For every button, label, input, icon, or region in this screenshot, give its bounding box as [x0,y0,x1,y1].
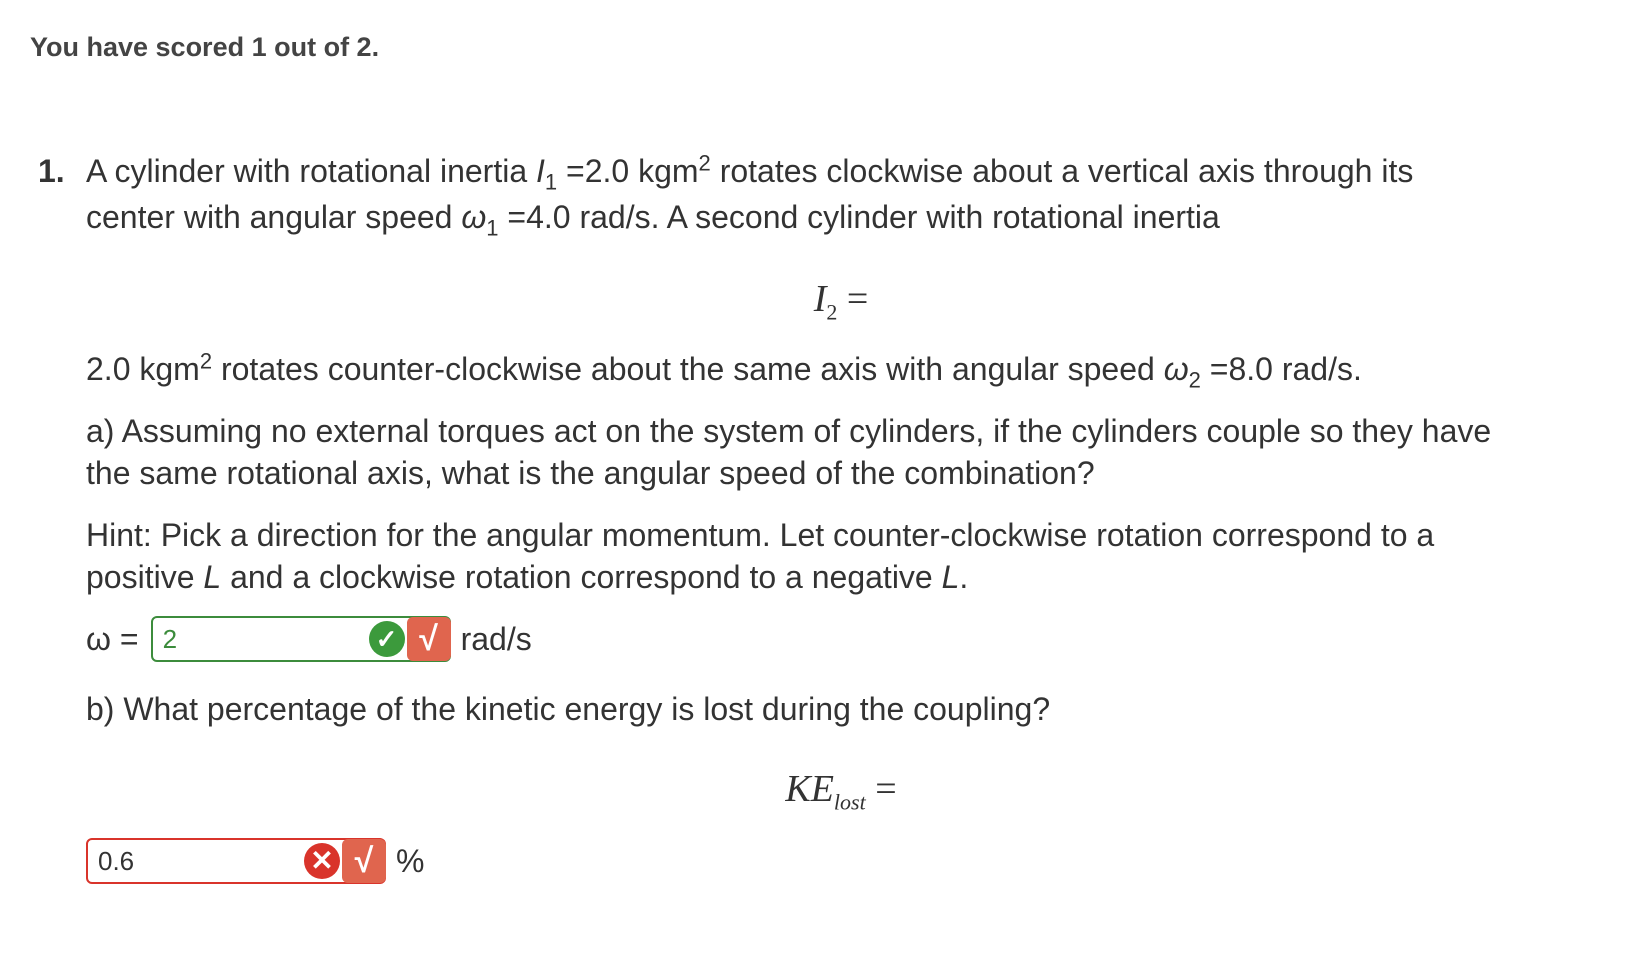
part-b-prompt: b) What percentage of the kinetic energy is lost during the coupling? [86,691,1051,727]
answer-b-input[interactable] [86,838,386,884]
omega-label: ω = [86,621,139,657]
question-body [86,148,1596,240]
sqrt-icon[interactable]: √ [342,839,386,883]
answer-b-unit: % [396,843,425,879]
ke-lost-equation: $KE_{lost}$ = [785,768,897,815]
answer-b-row [86,838,424,884]
answer-b-value: 0.6 [98,846,135,876]
check-circle-icon: ✓ [369,621,405,657]
question-number: 1. [38,153,65,189]
part-a-prompt: a) Assuming no external torques act on the system of cylinders, if the cylinders couple so they have the same rotational axis, what is the angular speed of the combination? [86,413,1492,491]
question-line-2: center with angular speed $\omega_1 =4.0$ rad/s. A second cylinder with rotational inertia [86,199,1220,241]
i2-equation: $I_2$ = [813,278,869,325]
answer-a-row [86,616,532,662]
sqrt-icon[interactable]: √ [407,617,451,661]
answer-a-input[interactable] [151,616,451,662]
x-circle-icon: ✕ [304,843,340,879]
question-line-3: 2.0 kgm$^2$ rotates counter-clockwise about the same axis with angular speed $\omega_2 =8.0$ rad/s. [86,348,1362,393]
question-line-1: A cylinder with rotational inertia $I_1 =2.0$ kgm$^2$ rotates clockwise about a vertical axis through its [86,150,1414,195]
score-summary: You have scored 1 out of 2. [30,32,380,62]
answer-a-value: 2 [162,624,178,654]
hint-text: Hint: Pick a direction for the angular momentum. Let counter-clockwise rotation correspond to a positive L and a clockwise rotation correspond to a negative L. [86,517,1435,595]
answer-a-unit: rad/s [460,621,532,657]
